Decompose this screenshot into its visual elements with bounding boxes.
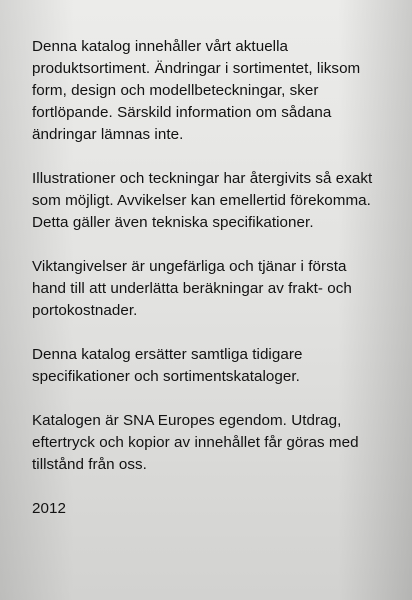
paragraph-weights: Viktangivelser är ungefärliga och tjänar i första hand till att underlätta beräkningar av frakt- och portokostnader. [32,258,352,319]
disclaimer-text-block [32,36,384,520]
catalog-year: 2012 [32,500,66,517]
paragraph-illustrations: Illustrationer och teckningar har återgivits så exakt som möjligt. Avvikelser kan emellertid förekomma. Detta gäller även tekniska specifikationer. [32,170,373,231]
paragraph-supersedes: Denna katalog ersätter samtliga tidigare specifikationer och sortimentskataloger. [32,346,303,385]
paragraph-product-range: Denna katalog innehåller vårt aktuella produktsortiment. Ändringar i sortimentet, liksom form, design och modellbeteckningar, sker fortlöpande. Särskild information om sådana ändringar lämnas inte. [32,38,361,143]
paragraph-copyright: Katalogen är SNA Europes egendom. Utdrag, eftertryck och kopior av innehållet får göras med tillstånd från oss. [32,412,359,473]
